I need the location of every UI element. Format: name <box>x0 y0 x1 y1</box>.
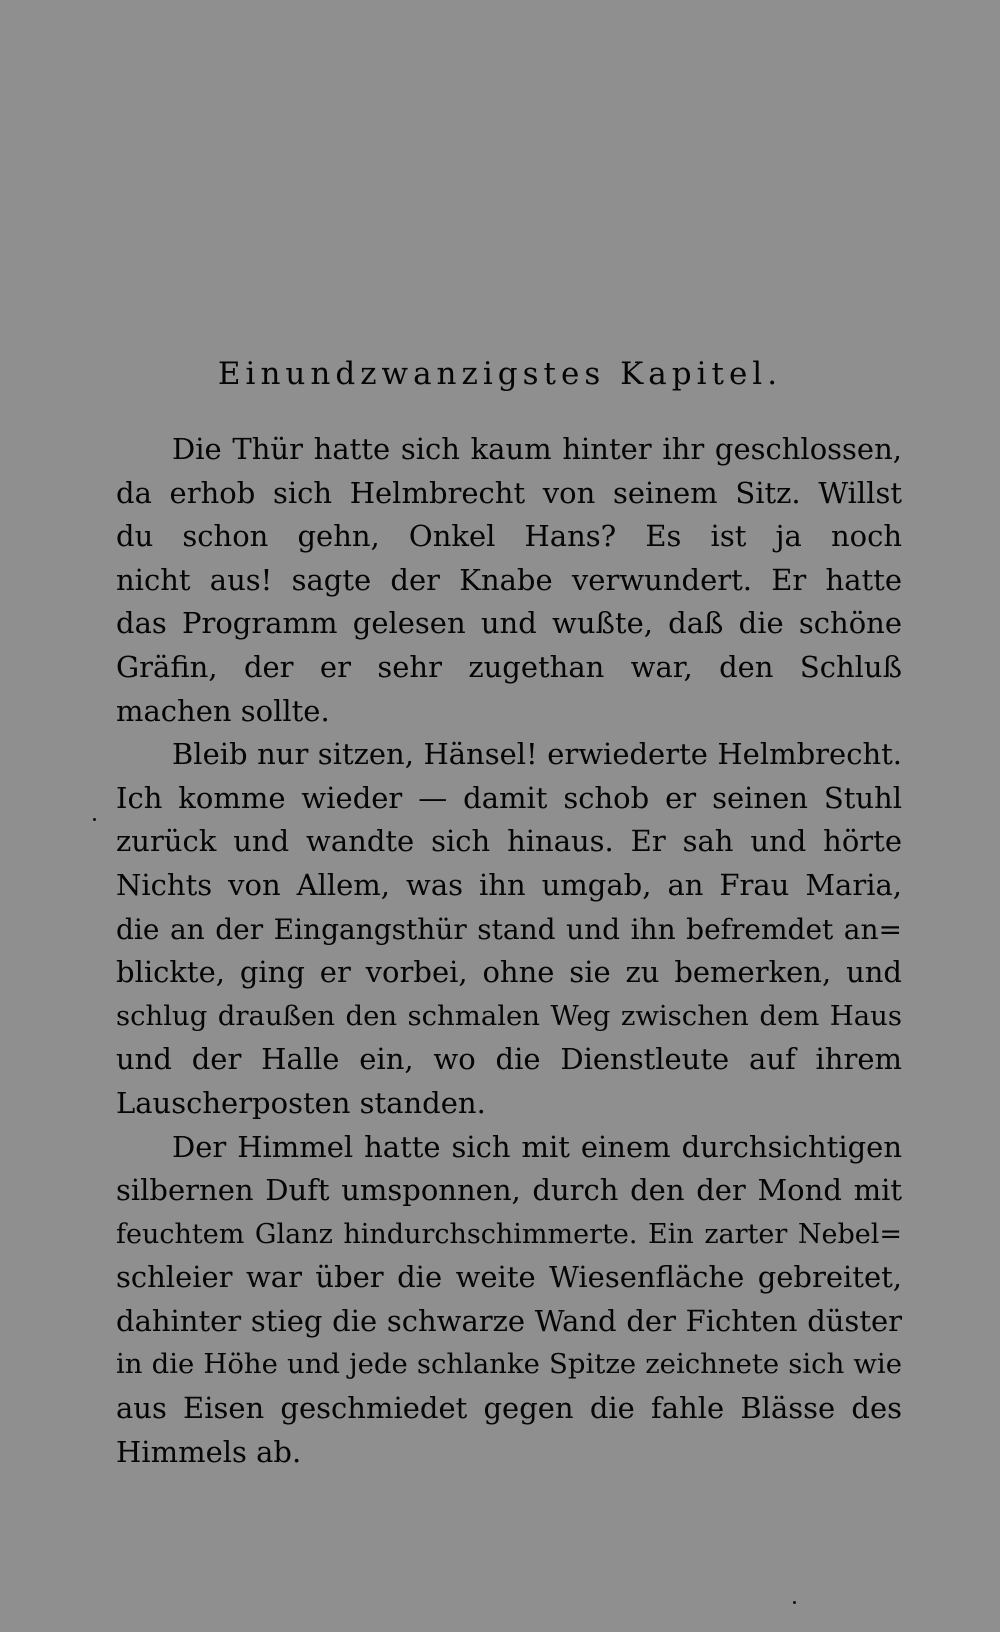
text-line: dahinter stieg die schwarze Wand der Fichten düster <box>116 1303 902 1338</box>
text-line: machen sollte. <box>116 693 330 728</box>
text-line: Gräfin, der er sehr zugethan war, den Schluß <box>116 649 902 684</box>
text-line: Der Himmel hatte sich mit einem durchsichtigen <box>172 1129 902 1164</box>
text-line: Ich komme wieder — damit schob er seinen Stuhl <box>116 780 902 815</box>
text-line: in die Höhe und jede schlanke Spitze zeichnete sich wie <box>116 1348 902 1381</box>
text-line: zurück und wandte sich hinaus. Er sah und hörte <box>116 824 902 859</box>
body-text <box>116 428 902 1474</box>
text-line: Die Thür hatte sich kaum hinter ihr geschlossen, <box>172 432 902 466</box>
chapter-title: Einundzwanzigstes Kapitel. <box>217 356 783 392</box>
text-line: schlug draußen den schmalen Weg zwischen dem Haus <box>116 999 902 1032</box>
text-line: aus Eisen geschmiedet gegen die fahle Blässe des <box>116 1391 902 1426</box>
print-speck <box>93 818 96 821</box>
text-line: die an der Eingangsthür stand und ihn befremdet an= <box>116 912 902 946</box>
text-line: feuchtem Glanz hindurchschimmerte. Ein zarter Nebel= <box>116 1218 902 1250</box>
text-line: Bleib nur sitzen, Hänsel! erwiederte Helmbrecht. <box>172 737 902 772</box>
text-line: nicht aus! sagte der Knabe verwundert. Er hatte <box>116 562 902 597</box>
text-line: Lauscherposten standen. <box>116 1085 486 1120</box>
text-line: du schon gehn, Onkel Hans? Es ist ja noch <box>116 519 902 554</box>
text-line: silbernen Duft umsponnen, durch den der Mond mit <box>116 1173 902 1208</box>
text-line: blickte, ging er vorbei, ohne sie zu bemerken, und <box>116 955 902 990</box>
print-speck <box>793 1601 796 1604</box>
text-line: Himmels ab. <box>116 1434 302 1469</box>
text-line: und der Halle ein, wo die Dienstleute auf ihrem <box>116 1042 902 1077</box>
text-line: das Programm gelesen und wußte, daß die schöne <box>116 606 902 641</box>
text-line: Nichts von Allem, was ihn umgab, an Frau Maria, <box>116 867 902 902</box>
text-line: schleier war über die weite Wiesenfläche gebreitet, <box>116 1260 902 1295</box>
text-line: da erhob sich Helmbrecht von seinem Sitz. Willst <box>116 475 902 510</box>
